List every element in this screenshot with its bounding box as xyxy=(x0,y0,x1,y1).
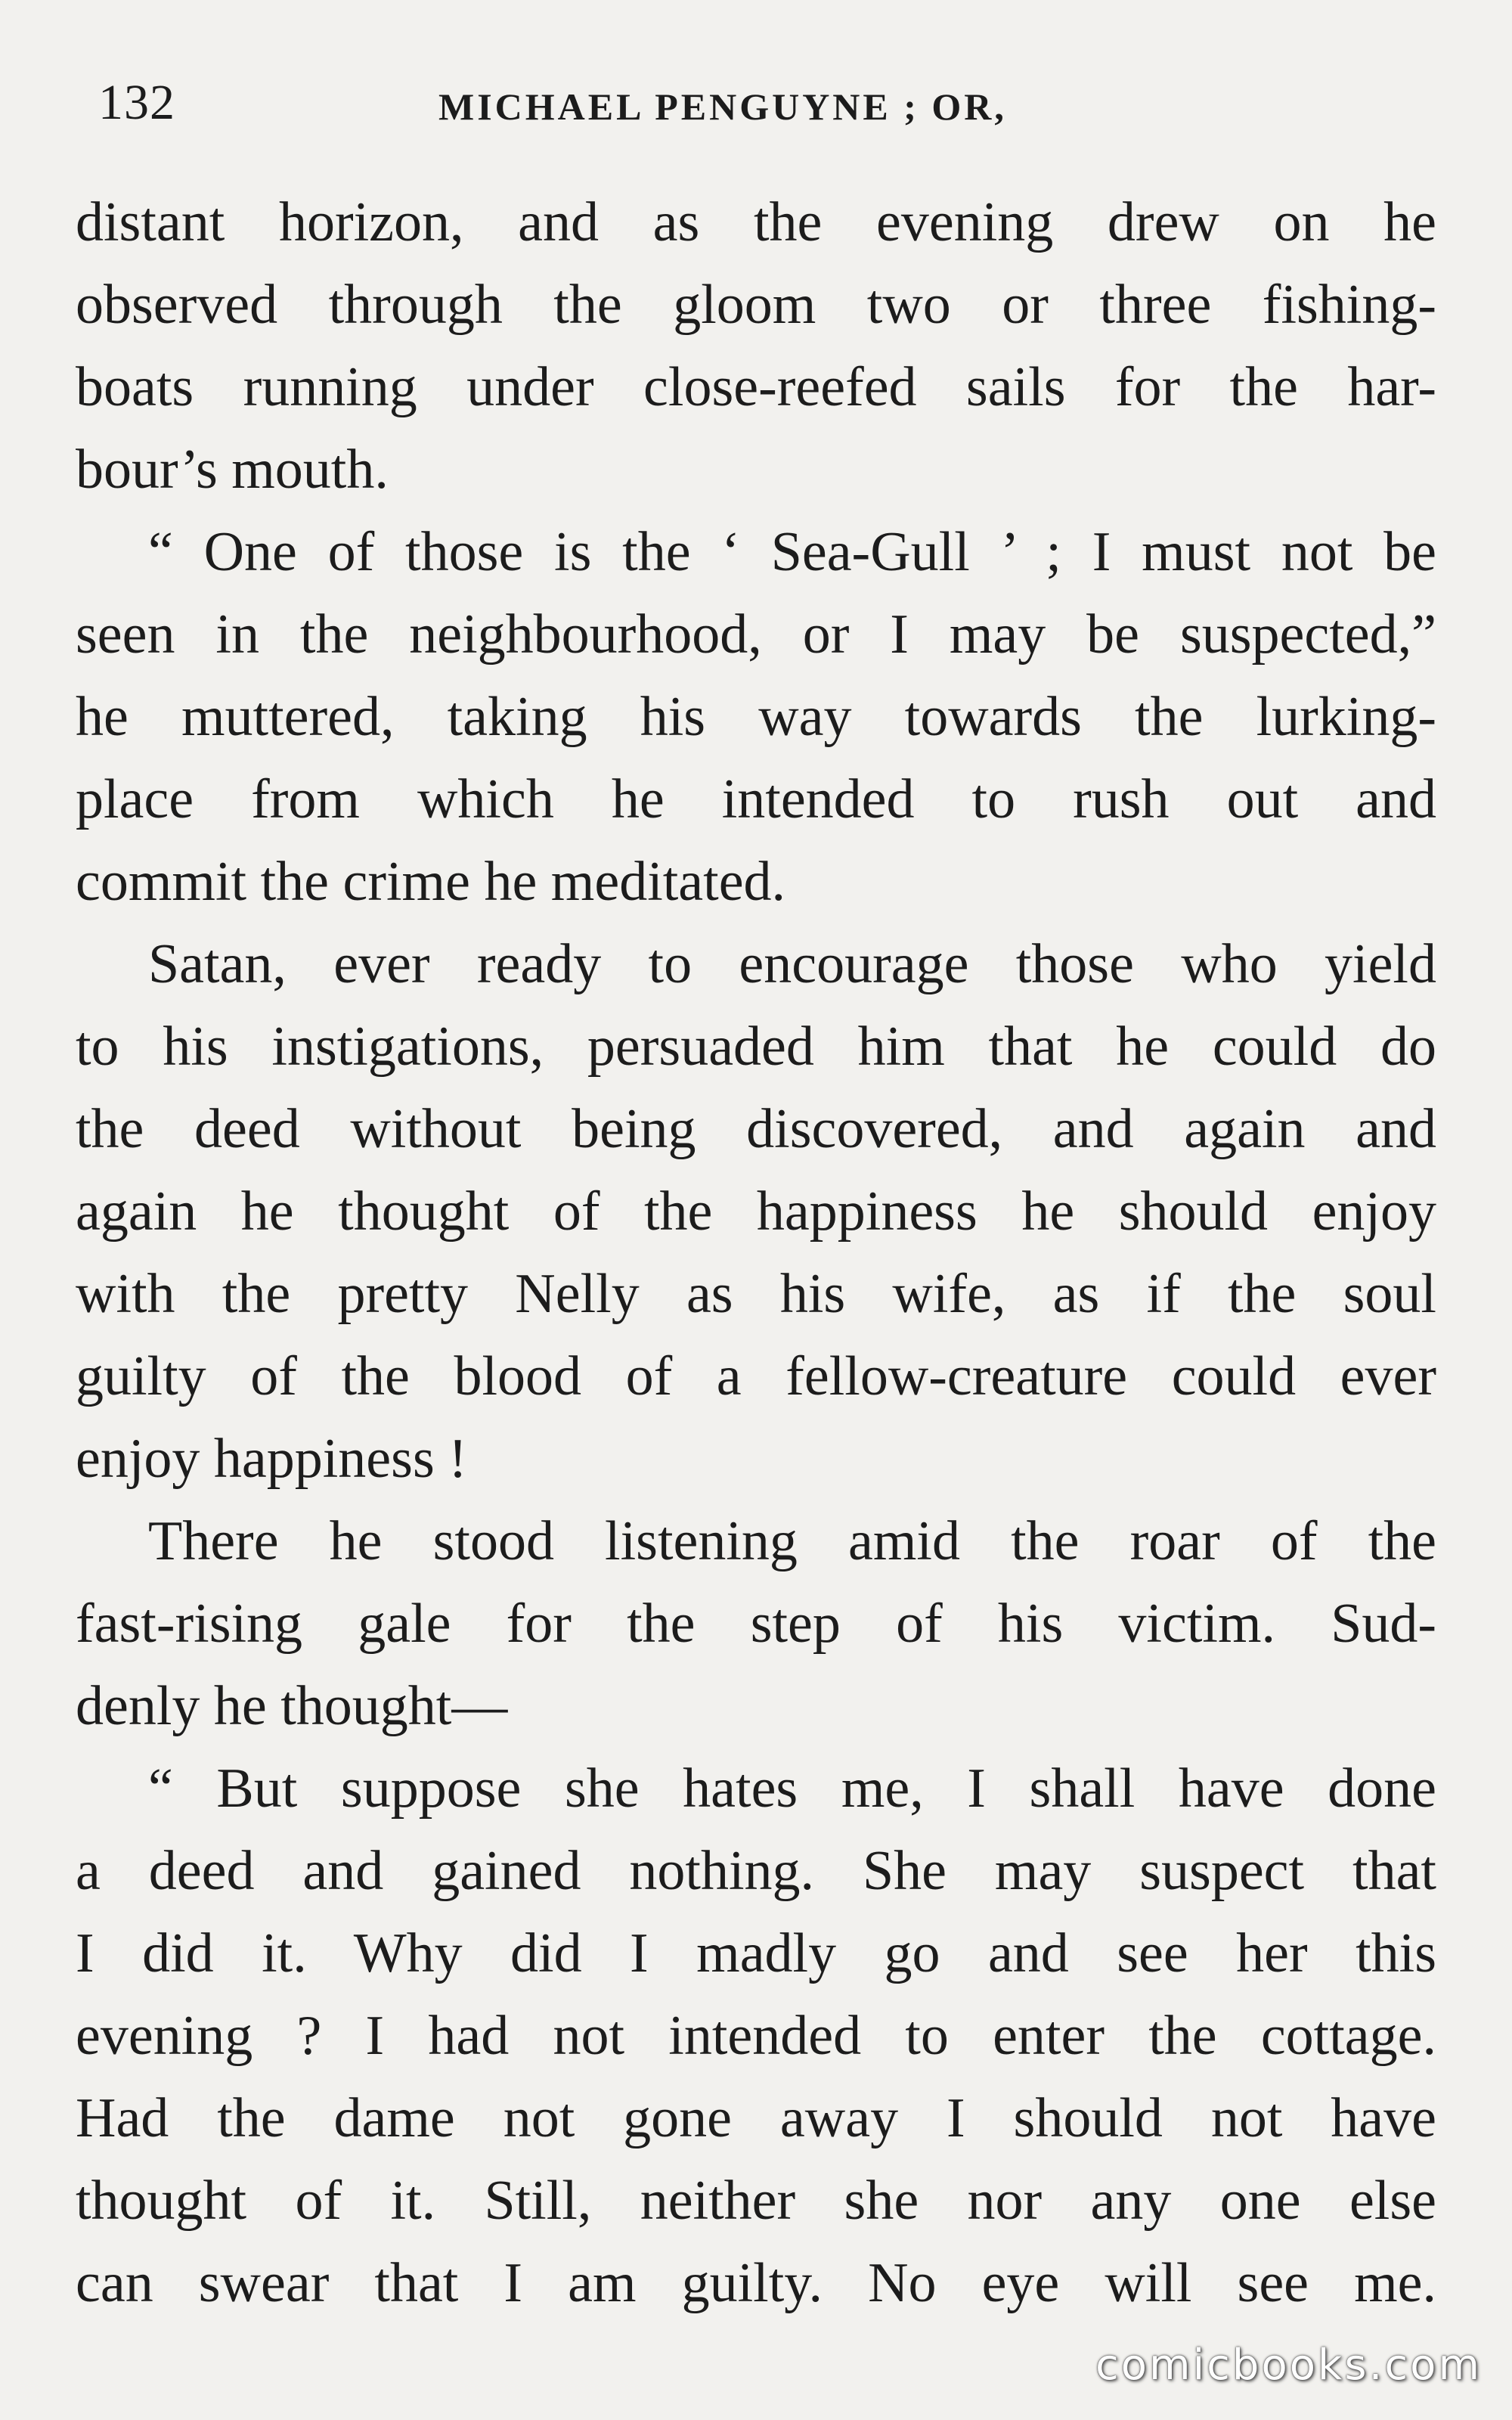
text-line: thought of it. Still, neither she nor any one else xyxy=(76,2170,1436,2232)
watermark: comicbooks.com xyxy=(1095,2341,1482,2390)
running-head xyxy=(98,74,1444,135)
text-line: he muttered, taking his way towards the lurking- xyxy=(76,686,1436,748)
text-line: denly he thought— xyxy=(76,1675,508,1737)
text-line: “ One of those is the ‘ Sea-Gull ’ ; I must not be xyxy=(148,521,1436,583)
text-line: fast-rising gale for the step of his victim. Sud- xyxy=(76,1593,1436,1655)
text-line: “ But suppose she hates me, I shall have done xyxy=(148,1758,1436,1820)
text-line: I did it. Why did I madly go and see her this xyxy=(76,1922,1436,1984)
text-line: commit the crime he meditated. xyxy=(76,851,786,913)
text-line: a deed and gained nothing. She may suspect that xyxy=(76,1840,1436,1902)
text-line: There he stood listening amid the roar of the xyxy=(148,1510,1436,1572)
text-line: bour’s mouth. xyxy=(76,439,389,501)
text-line: can swear that I am guilty. No eye will see me. xyxy=(76,2252,1436,2314)
text-line: to his instigations, persuaded him that he could do xyxy=(76,1016,1436,1078)
text-line: the deed without being discovered, and again and xyxy=(76,1098,1436,1160)
text-line: Had the dame not gone away I should not have xyxy=(76,2087,1436,2149)
text-line: evening ? I had not intended to enter the cottage. xyxy=(76,2005,1436,2067)
text-line: guilty of the blood of a fellow-creature could ever xyxy=(76,1345,1436,1407)
page-number: 132 xyxy=(98,75,175,130)
text-line: seen in the neighbourhood, or I may be suspected,” xyxy=(76,603,1436,666)
text-line: place from which he intended to rush out and xyxy=(76,768,1436,830)
running-title: MICHAEL PENGUYNE ; OR, xyxy=(438,85,1007,128)
text-line: again he thought of the happiness he should enjoy xyxy=(76,1181,1436,1243)
text-line: with the pretty Nelly as his wife, as if the soul xyxy=(76,1263,1436,1325)
text-line: observed through the gloom two or three fishing- xyxy=(76,274,1436,336)
text-line: enjoy happiness ! xyxy=(76,1428,467,1490)
text-line: distant horizon, and as the evening drew on he xyxy=(76,191,1436,253)
text-line: boats running under close-reefed sails for the har- xyxy=(76,356,1436,418)
text-line: Satan, ever ready to encourage those who yield xyxy=(148,933,1436,995)
body-text xyxy=(76,182,1436,2325)
